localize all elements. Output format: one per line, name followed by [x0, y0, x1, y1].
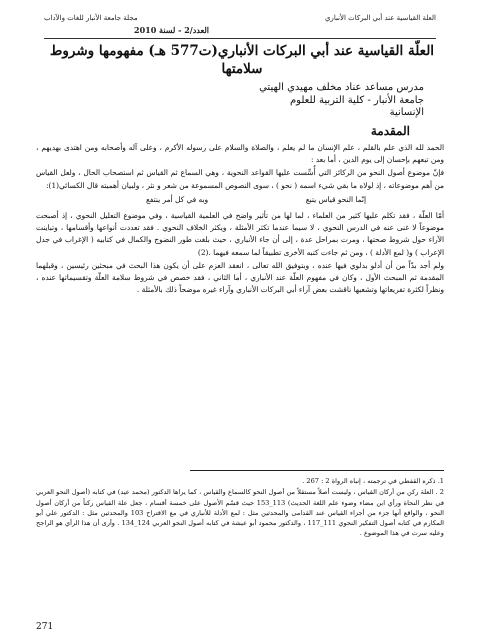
header-journal-name: مجلة جامعة الأنبار للغات والآداب [44, 14, 138, 22]
paragraph-3: أمّا العلّة ، فقد تكلم عليها كثير من العلماء ، لما لها من تأثير واضح في العلمية القياسية ، وفي موضوع التعليل النحوي ، إذ أصبحت موضوعاً لا غنى عنه في الدرس النحوي ، لا سيما عندما تكثر الأمثلة ، ويكثر الخلاف النحوي . فقد تعددت أنواعها وأقسامها ، وتباينت الآراء حول شروط صحتها ، ومرت بمراحل عدة ، إلى أن جاء الأنباري ، حيث بلغت طور النضوج والكمال في كتابيه ( الإغراب في جدل الإعراب ) و( لمع الأدلة ) ، ومن ثم جاءت كتبه الأخرى تطبيقاً لما سمعه فيهما .(2) [36, 211, 444, 257]
footnote-1: 1. ذكره القفطي في ترجمته ، إنباه الرواة 2 : 267 . [302, 477, 444, 485]
author-affiliation-cont: الإنسانية [389, 107, 424, 118]
author-name: مدرس مساعد عناد مخلف مهيدي الهيتي [259, 82, 424, 93]
paragraph-4: ولم أجد بدّاً من أن أدلو بدلوي فيها عنده ، وبتوفيق الله تعالى ، انعقد العزم على أن يكون هذا البحث في مبحثين رئيسين ، وقبلهما المقدمة ثم المبحث الأول ، وكان في مفهوم العلّة عند الأنباري ، أما الثاني ، فقد خصص في شروط سلامة العلّة وتقسيماتها عنده ، ونظراً لكثرة تفريعاتها وتشعبها ناقشت بعض آراء أبي البركات الأنباري وآراء غيره موضحاً ذلك بالأمثلة . [36, 260, 444, 295]
section-heading: المقدمة [370, 124, 410, 138]
author-affiliation: جامعة الأنبار - كلية التربية للعلوم [289, 94, 424, 106]
verse-second-hemistich: وبه في كل أمر ينتفع [146, 194, 209, 204]
header-rule [44, 38, 436, 39]
footnote-2: 2 . العلة ركن من أركان القياس ، وليست أصلاً مستقلاً من أصول النحو كالسماع والقياس ، كما يراها الدكتور (محمد عيد) في كتابه (أصول النحو العربي في نظر النحاة ورأي ابن مضاء وضوء علم اللغة الحديث) 113_153 حيث قسّم الأصول على خمسة أقسام ، جعل علة القياس ركناً من أركان أصول النحو ، والواقع أنها جزء من أجزاء القياس عند القدامى والمحدثين مثل : لمع الأدلة للأنباري في مع الاقتراح 103 والمحدثين مثل : الدكتور علي أبو المكارم في كتابه أصول التفكير النحوي 111_117 ، والدكتور محمود أبو عيشة في كتابه أصول النحو العربي 124_134 . وأرى أن هذا الرأي هو الراجح وعليه سرت في هذا الموضوع . [36, 488, 444, 538]
body-text [36, 142, 444, 297]
footnote-rule [190, 470, 444, 471]
running-header [44, 14, 436, 40]
paragraph-2: فإنّ موضوع أصول النحو من الركائز التي أُسِّست عليها القواعد النحوية ، وهي السماع ثم القياس ثم استصحاب الحال ، ولعل القياس من أهم موضوعاته ، إذ لولاه ما بقي شيء اسمه ( نحو ) ، سوى النصوص المسموعة من شعر و نثر ، ولبيان أهميته قال الكسائي(1): [36, 168, 444, 190]
page-number: 271 [36, 622, 54, 632]
header-article-title: العلة القياسية عند أبي البركات الأنباري [324, 14, 436, 22]
article-title: العلّة القياسية عند أبي البركات الأنباري(ت577 هـ) مفهومها وشروط سلامتها [49, 43, 435, 77]
paragraph-1: الحمد لله الذي علم بالقلم ، علم الإنسان ما لم يعلم ، والصلاة والسلام على رسوله الأكرم ، وعلى آله وأصحابه ومن اهتدى بهديهم ، ومن تبعهم بإحسان إلى يوم الدين ، أما بعد : [36, 143, 444, 165]
verse-first-hemistich: إنّما النحو قياس يتبع [305, 194, 366, 204]
poetry-verse [36, 194, 444, 206]
footnotes [36, 476, 444, 540]
header-issue: العدد/2 - لسنة 2010 [134, 25, 209, 35]
author-block [214, 82, 424, 120]
